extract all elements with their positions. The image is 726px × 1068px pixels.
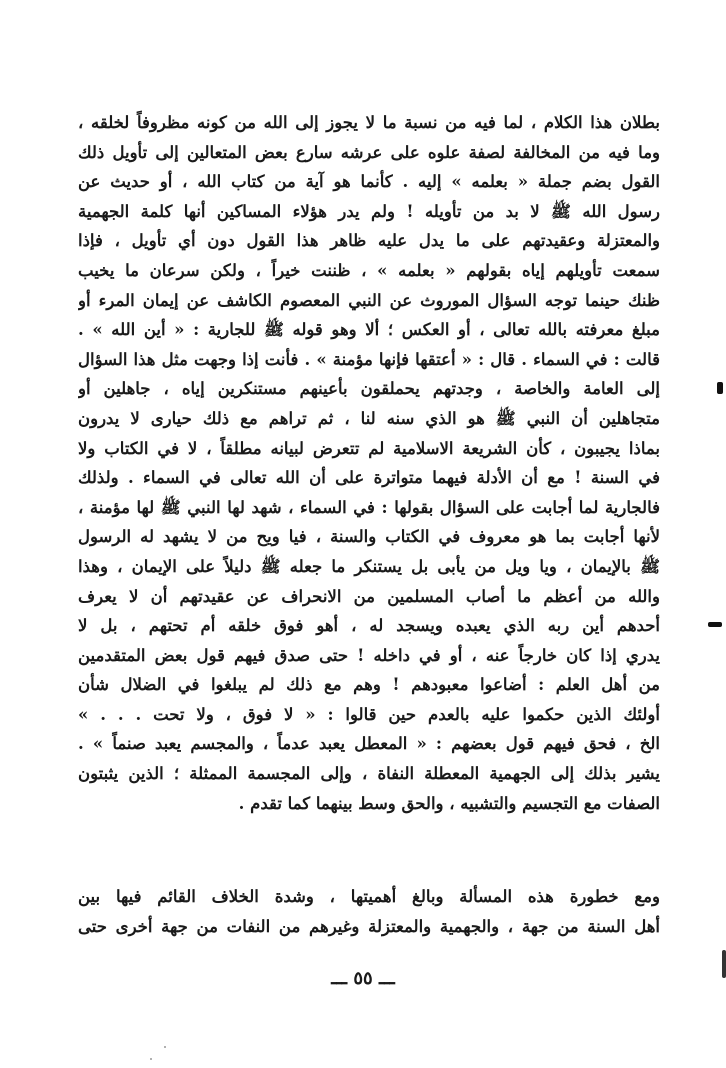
text-line: سمعت تأويلهم إياه بقولهم « بعلمه » ، ظننت خيراً ، ولكن سرعان ما يخيب xyxy=(78,260,660,280)
text-line: وما فيه من المخالفة لصفة علوه على عرشه سارع بعض المتعالين إلى تأويل ذلك xyxy=(78,142,660,162)
text-line: متجاهلين أن النبي ﷺ هو الذي سنه لنا ، ثم تراهم مع ذلك حيارى لا يدرون xyxy=(78,408,660,428)
scan-edge-mark xyxy=(708,622,722,627)
text-line: ومع خطورة هذه المسألة وبالغ أهميتها ، وشدة الخلاف القائم فيها بين xyxy=(78,887,660,906)
text-line: بماذا يجيبون ، كأن الشريعة الاسلامية لم تتعرض لبيانه مطلقاً ، لا في الكتاب ولا xyxy=(78,438,660,458)
scan-edge-mark xyxy=(722,950,726,978)
text-line: أهل السنة من جهة ، والجهمية والمعتزلة وغيرهم من النفات من جهة أخرى حتى xyxy=(78,916,660,936)
scan-speck xyxy=(164,1046,166,1048)
text-line: والله من أعظم ما أصاب المسلمين من الانحراف عن عقيدتهم أن لا يعرف xyxy=(78,586,660,606)
text-line: من أهل العلم : أضاعوا معبودهم ! وهم مع ذلك لم يبلغوا في الضلال شأن xyxy=(78,675,660,695)
text-line: إلى العامة والخاصة ، وجدتهم يحملقون بأعينهم مستنكرين إياه ، جاهلين أو xyxy=(78,379,660,399)
text-line: القول بضم جملة « بعلمه » إليه . كأنما هو آية من كتاب الله ، أو حديث عن xyxy=(78,172,660,192)
text-line: ﷺ بالإيمان ، ويا ويل من يأبى بل يستنكر ما جعله ﷺ دليلاً على الإيمان ، وهذا xyxy=(78,556,660,576)
scan-speck xyxy=(150,1058,152,1060)
text-line: فالجارية لما أجابت على السؤال بقولها : في السماء ، شهد لها النبي ﷺ لها مؤمنة ، xyxy=(78,497,660,517)
text-line: والمعتزلة وعقيدتهم على ما يدل عليه ظاهر هذا القول دون أي تأويل ، فإذا xyxy=(78,231,660,251)
text-line: يدري إذا كان خارجاً عنه ، أو في داخله ! حتى صدق فيهم قول بعض المتقدمين xyxy=(78,645,660,665)
text-line: بطلان هذا الكلام ، لما فيه من نسبة ما لا يجوز إلى الله من كونه مظروفاً لخلقه ، xyxy=(78,113,660,132)
text-line: أولئك الذين حكموا عليه بالعدم حين قالوا : « لا فوق ، ولا تحت . . . » xyxy=(78,704,660,724)
text-line: قالت : في السماء . قال : « أعتقها فإنها مؤمنة » . فأنت إذا وجهت مثل هذا السؤال xyxy=(78,349,660,369)
paragraph-continuation xyxy=(78,882,660,941)
text-line: الخ ، فحق فيهم قول بعضهم : « المعطل يعبد عدماً ، والمجسم يعبد صنماً » . xyxy=(78,734,660,754)
paragraph-main xyxy=(78,108,660,818)
text-line: في السنة ! مع أن الأدلة فيهما متواترة على أن الله تعالى في السماء . ولذلك xyxy=(78,468,660,488)
scan-edge-mark xyxy=(717,382,723,394)
text-line: مبلغ معرفته بالله تعالى ، أو العكس ؛ ألا وهو قوله ﷺ للجارية : « أين الله » . xyxy=(78,320,660,340)
page-number: ـــ ٥٥ ـــ xyxy=(331,968,395,989)
text-line: أحدهم أين ربه الذي يعبده ويسجد له ، أهو فوق خلقه أم تحتهم ، بل لا xyxy=(78,616,660,636)
text-line: الصفات مع التجسيم والتشبيه ، والحق وسط بينهما كما تقدم . xyxy=(238,793,660,813)
text-line: رسول الله ﷺ لا بد من تأويله ! ولم يدر هؤلاء المساكين أنها كلمة الجهمية xyxy=(78,201,660,221)
text-line: ظنك حينما توجه السؤال الموروث عن النبي المعصوم الكاشف عن إيمان المرء أو xyxy=(78,290,660,310)
text-line: لأنها أجابت بما هو معروف في الكتاب والسنة ، فيا ويح من لا يشهد له الرسول xyxy=(78,527,660,547)
text-line: يشير بذلك إلى الجهمية المعطلة النفاة ، وإلى المجسمة الممثلة ؛ الذين يثبتون xyxy=(78,764,660,784)
